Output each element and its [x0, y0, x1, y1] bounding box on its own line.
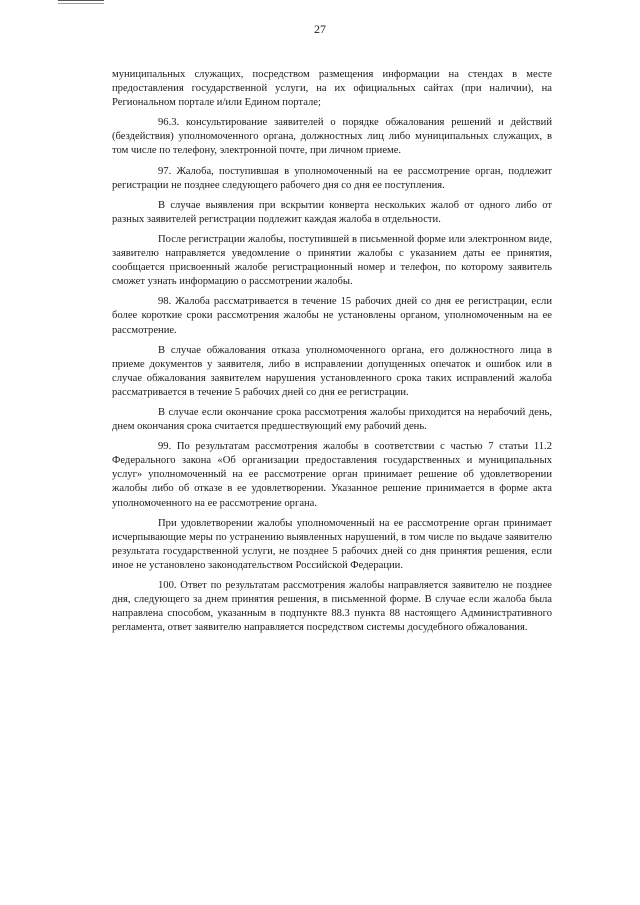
paragraph-registration-notice: После регистрации жалобы, поступившей в письменной форме или электронном виде, заявителю направляется уведомление о принятии жалобы с указанием даты ее принятия, сообщается присвоенный жалобе регистрационный номер и телефон, по которому заявитель сможет узнать информацию о рассмотрении жалобы.: [112, 233, 552, 288]
scan-edge-mark: [58, 0, 104, 4]
paragraph-96-3: 96.3. консультирование заявителей о порядке обжалования решений и действий (бездействия) уполномоченного органа, должностных лиц либо муниципальных служащих, в том числе по телефону, электронной почте, при личном приеме.: [112, 117, 552, 157]
paragraph-multiple-complaints: В случае выявления при вскрытии конверта нескольких жалоб от одного либо от разных заявителей регистрации подлежит каждая жалоба в отдельности.: [112, 199, 552, 225]
paragraph-nonworking-day: В случае если окончание срока рассмотрения жалобы приходится на нерабочий день, днем окончания срока считается предшествующий ему рабочий день.: [112, 406, 552, 433]
paragraph-97: 97. Жалоба, поступившая в уполномоченный на ее рассмотрение орган, подлежит регистрации не позднее следующего рабочего дня со дня ее поступления.: [112, 165, 552, 191]
document-body: [112, 68, 552, 641]
page-number: 27: [314, 22, 326, 36]
paragraph-continuation: муниципальных служащих, посредством размещения информации на стендах в месте предоставления государственной услуги, на их официальных сайтах (при наличии), на Региональном портале и/или Едином портале;: [112, 69, 552, 109]
paragraph-99: 99. По результатам рассмотрения жалобы в соответствии с частью 7 статьи 11.2 Федерального закона «Об организации предоставления государственных и муниципальных услуг» уполномоченный на ее рассмотрение орган принимает решение об удовлетворении жалобы либо об отказе в ее удовлетворении. Указанное решение принимается в форме акта уполномоченного на ее рассмотрение органа.: [112, 441, 552, 509]
paragraph-satisfaction-measures: При удовлетворении жалобы уполномоченный на ее рассмотрение орган принимает исчерпывающие меры по устранению выявленных нарушений, в том числе по выдаче заявителю результата государственной услуги, не позднее 5 рабочих дней со дня принятия решения, если иное не установлено законодательством Российской Федерации.: [112, 517, 552, 571]
paragraph-refusal-appeal: В случае обжалования отказа уполномоченного органа, его должностного лица в приеме документов у заявителя, либо в исправлении допущенных опечаток и ошибок или в случае обжалования заявителем нарушения установленного срока таких исправлений жалоба рассматривается в течение 5 рабочих дней со дня ее регистрации.: [112, 344, 552, 398]
paragraph-100: 100. Ответ по результатам рассмотрения жалобы направляется заявителю не позднее дня, следующего за днем принятия решения, в письменной форме. В случае если жалоба была направлена способом, указанным в подпункте 88.3 пункта 88 настоящего Административного регламента, ответ заявителю направляется посредством системы досудебного обжалования.: [112, 580, 552, 634]
paragraph-98: 98. Жалоба рассматривается в течение 15 рабочих дней со дня ее регистрации, если более короткие сроки рассмотрения жалобы не установлены органом, уполномоченным на ее рассмотрение.: [112, 296, 552, 336]
